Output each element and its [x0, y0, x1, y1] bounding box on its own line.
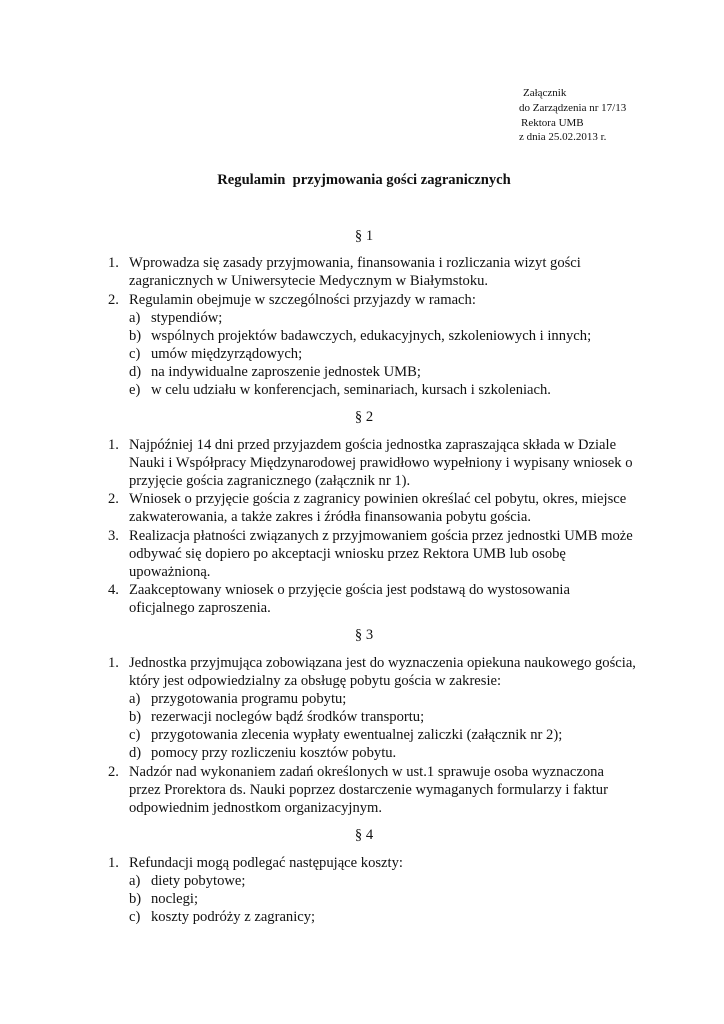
- item-number: 2.: [108, 292, 119, 308]
- item-text: Wprowadza się zasady przyjmowania, finansowania i rozliczania wizyt gości zagranicznych w Uniwersytecie Medycznym w Białymstoku.: [129, 255, 581, 290]
- item-text: Zaakceptowany wniosek o przyjęcie gościa jest podstawą do wystosowania oficjalnego zaproszenia.: [129, 582, 570, 617]
- list-item: [108, 291, 638, 309]
- sub-item-text: stypendiów;: [151, 310, 223, 326]
- sub-item-text: wspólnych projektów badawczych, edukacyjnych, szkoleniowych i innych;: [151, 328, 592, 344]
- section-heading-4: § 4: [354, 827, 374, 843]
- attachment-date: z dnia 25.02.2013 r.: [519, 131, 607, 144]
- item-text: Realizacja płatności związanych z przyjmowaniem gościa przez jednostki UMB może odbywać się dopiero po akceptacji wniosku przez Rektora UMB lub osobę upoważnioną.: [129, 528, 633, 581]
- item-text: Regulamin obejmuje w szczególności przyjazdy w ramach:: [129, 292, 476, 308]
- sub-item: [129, 309, 638, 327]
- attachment-order: do Zarządzenia nr 17/13: [519, 101, 627, 114]
- item-text: Wniosek o przyjęcie gościa z zagranicy powinien określać cel pobytu, okres, miejsce zakwaterowania, a także zakres i źródła finansowania pobytu gościa.: [129, 491, 627, 526]
- item-number: 1.: [108, 437, 119, 453]
- sub-item-text: na indywidualne zaproszenie jednostek UMB;: [151, 364, 421, 380]
- attachment-rector: Rektora UMB: [521, 116, 584, 129]
- sub-item-letter: b): [129, 328, 142, 344]
- list-item: [108, 490, 638, 526]
- sub-item-letter: b): [129, 709, 142, 725]
- item-number: 1.: [108, 655, 119, 671]
- sub-item-letter: a): [129, 691, 141, 707]
- sub-item: [129, 708, 638, 726]
- sub-item: [129, 381, 638, 399]
- sub-item-text: pomocy przy rozliczeniu kosztów pobytu.: [151, 745, 397, 761]
- sub-item-letter: b): [129, 891, 142, 907]
- list-item: [108, 854, 638, 872]
- section-heading-3: § 3: [354, 627, 374, 643]
- item-number: 3.: [108, 528, 119, 544]
- sub-item: [129, 908, 638, 926]
- list-item: [108, 654, 638, 690]
- list-item: [108, 581, 638, 617]
- item-number: 2.: [108, 764, 119, 780]
- item-text: Nadzór nad wykonaniem zadań określonych w ust.1 sprawuje osoba wyznaczona przez Prorektora ds. Nauki poprzez dostarczenie wymaganych formularzy i faktur odpowiednim jednostkom organizacyjnym.: [129, 764, 608, 817]
- attachment-label: Załącznik: [523, 87, 567, 99]
- sub-item: [129, 327, 638, 345]
- item-text: Najpóźniej 14 dni przed przyjazdem gościa jednostka zapraszająca składa w Dziale Nauki i Współpracy Międzynarodowej prawidłowo wypełniony i wypisany wniosek o przyjęcie gościa zagranicznego (załącznik nr 1).: [129, 437, 633, 490]
- item-text: Refundacji mogą podlegać następujące koszty:: [129, 855, 403, 871]
- sub-item-text: umów międzyrządowych;: [151, 346, 303, 362]
- sub-item-letter: c): [129, 909, 141, 925]
- sub-item-text: rezerwacji noclegów bądź środków transportu;: [151, 709, 425, 725]
- sub-item-text: w celu udziału w konferencjach, seminariach, kursach i szkoleniach.: [151, 382, 551, 398]
- list-item: [108, 763, 638, 818]
- sub-item-letter: c): [129, 346, 141, 362]
- attachment-note: [519, 86, 626, 145]
- section-heading-2: § 2: [354, 409, 374, 425]
- list-item: [108, 254, 638, 290]
- sub-item-letter: a): [129, 873, 141, 889]
- sub-item: [129, 726, 638, 744]
- list-item: [108, 527, 638, 582]
- document-title: Regulamin przyjmowania gości zagranicznych: [217, 172, 511, 188]
- sub-item-text: koszty podróży z zagranicy;: [151, 909, 316, 925]
- sub-item: [129, 690, 638, 708]
- sub-item-letter: d): [129, 745, 142, 761]
- item-text: Jednostka przyjmująca zobowiązana jest do wyznaczenia opiekuna naukowego gościa, który jest odpowiedzialny za obsługę pobytu gościa w zakresie:: [129, 655, 636, 690]
- sub-item-text: przygotowania programu pobytu;: [151, 691, 347, 707]
- list-item: [108, 436, 638, 491]
- sub-item: [129, 363, 638, 381]
- sub-item: [129, 744, 638, 762]
- sub-item: [129, 872, 638, 890]
- item-number: 4.: [108, 582, 119, 598]
- sub-item: [129, 345, 638, 363]
- sub-item-letter: d): [129, 364, 142, 380]
- item-number: 2.: [108, 491, 119, 507]
- item-number: 1.: [108, 855, 119, 871]
- sub-item-letter: c): [129, 727, 141, 743]
- sub-item-letter: a): [129, 310, 141, 326]
- sub-item-text: przygotowania zlecenia wypłaty ewentualnej zaliczki (załącznik nr 2);: [151, 727, 563, 743]
- sub-item: [129, 890, 638, 908]
- section-heading-1: § 1: [354, 228, 374, 244]
- item-number: 1.: [108, 255, 119, 271]
- sub-item-text: noclegi;: [151, 891, 199, 907]
- sub-item-text: diety pobytowe;: [151, 873, 246, 889]
- sub-item-letter: e): [129, 382, 141, 398]
